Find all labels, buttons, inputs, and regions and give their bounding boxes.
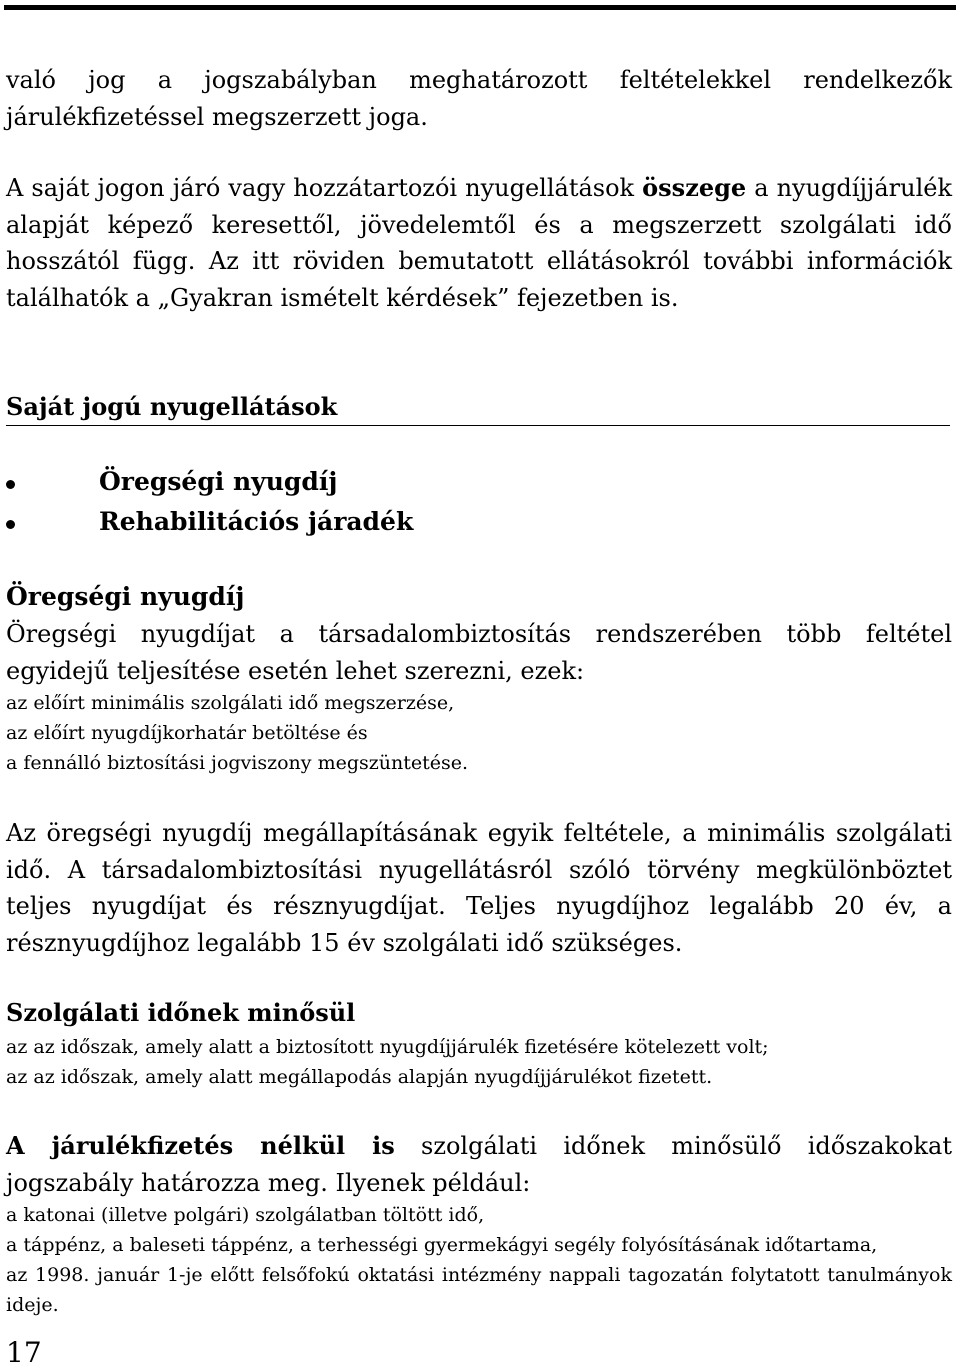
service-time-item: az az időszak, amely alatt a biztosított nyugdíjjárulék fizetésére kötelezett volt; bbox=[6, 1036, 769, 1058]
service-time-list bbox=[6, 1032, 952, 1092]
service-time-heading: Szolgálati időnek minősül bbox=[6, 998, 356, 1027]
condition-item: az előírt nyugdíjkorhatár betöltése és bbox=[6, 722, 368, 744]
bullet-label: Öregségi nyugdíj bbox=[99, 467, 338, 496]
without-contribution-paragraph bbox=[6, 1128, 952, 1201]
bullet-item-rehabilitation bbox=[0, 507, 600, 543]
amount-bold-word: összege bbox=[642, 173, 747, 202]
old-age-paragraph: Öregségi nyugdíjat a társadalombiztosítás rendszerében több feltétel egyidejű teljesítése esetén lehet szerezni, ezek: bbox=[6, 620, 952, 685]
without-contribution-text: szolgálati időnek minősülő időszakokat jogszabály határozza meg. Ilyenek például: bbox=[6, 1132, 952, 1197]
intro-paragraph bbox=[6, 62, 952, 135]
condition-item: az előírt minimális szolgálati idő megszerzése, bbox=[6, 692, 455, 714]
amount-paragraph bbox=[6, 170, 952, 316]
example-item: a táppénz, a baleseti táppénz, a terhességi gyermekágyi segély folyósításának időtartama, bbox=[6, 1234, 878, 1256]
intro-line-1: való jog a jogszabályban meghatározott feltételekkel rendelkezők bbox=[6, 66, 952, 94]
example-item: az 1998. január 1-je előtt felsőfokú oktatási intézmény nappali tagozatán folytatott tanulmányok ideje. bbox=[6, 1264, 952, 1316]
amount-text-end: a nyugdíjjárulék alapját képező keresettől, jövedelemtől és a megszerzett szolgálati idő hosszától függ. Az itt röviden bemutatott ellátásokról további információk találhatók a „Gyakran ismételt kérdések” fejezetben is. bbox=[6, 174, 952, 312]
bullet-item-old-age bbox=[0, 467, 600, 503]
example-item: a katonai (illetve polgári) szolgálatban töltött idő, bbox=[6, 1204, 485, 1226]
examples-list bbox=[6, 1200, 952, 1320]
section-title: Saját jogú nyugellátások bbox=[6, 392, 338, 421]
condition-item: a fennálló biztosítási jogviszony megszüntetése. bbox=[6, 752, 469, 774]
intro-line-2: járulékfizetéssel megszerzett joga. bbox=[6, 102, 428, 131]
service-time-item: az az időszak, amely alatt megállapodás alapján nyugdíjjárulékot fizetett. bbox=[6, 1066, 713, 1088]
bullet-dot-icon bbox=[6, 480, 15, 489]
bullet-dot-icon bbox=[6, 520, 15, 529]
old-age-heading: Öregségi nyugdíj bbox=[6, 582, 245, 611]
bullet-label: Rehabilitációs járadék bbox=[99, 507, 414, 536]
amount-text-start: A saját jogon járó vagy hozzátartozói nyugellátások bbox=[6, 174, 635, 202]
section-title-underline bbox=[6, 425, 950, 426]
old-age-conditions bbox=[6, 688, 952, 778]
without-contribution-bold: A járulékfizetés nélkül is bbox=[6, 1131, 395, 1160]
page-number: 17 bbox=[6, 1336, 42, 1369]
top-rule bbox=[4, 5, 956, 10]
minimum-service-paragraph: Az öregségi nyugdíj megállapításának egyik feltétele, a minimális szolgálati idő. A társadalombiztosítási nyugellátásról szóló törvény megkülönböztet teljes nyugdíjat és résznyugdíjat. Teljes nyugdíjhoz legalább 20 év, a résznyugdíjhoz legalább 15 év szolgálati idő szükséges. bbox=[6, 819, 952, 957]
